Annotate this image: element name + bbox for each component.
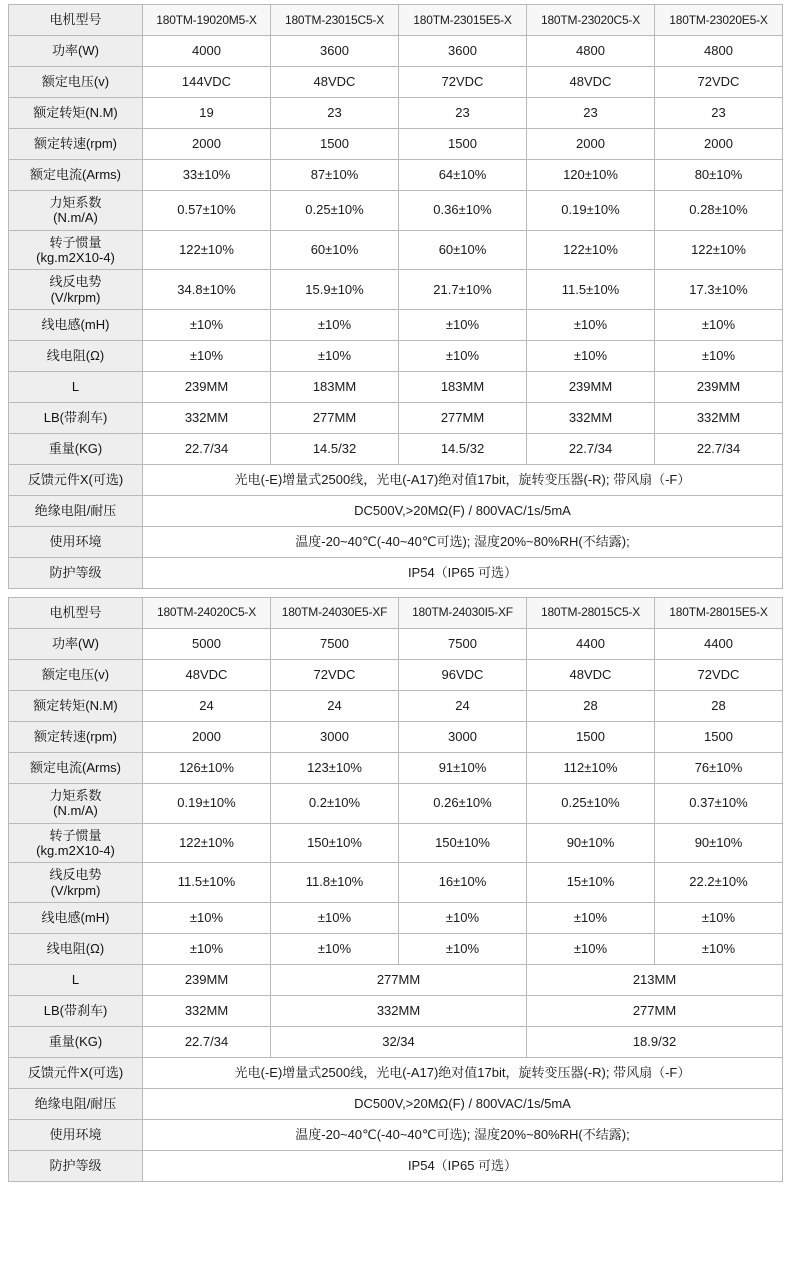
table-cell: 277MM — [527, 995, 783, 1026]
table-row — [9, 129, 783, 160]
row-label-line2: (V/krpm) — [50, 289, 101, 305]
row-label: 绝缘电阻/耐压 — [9, 1088, 143, 1119]
table-cell: 332MM — [527, 402, 655, 433]
table-cell: 15.9±10% — [271, 270, 399, 310]
table-row — [9, 628, 783, 659]
table-row — [9, 371, 783, 402]
table-cell: ±10% — [271, 309, 399, 340]
row-label: 额定转速(rpm) — [9, 721, 143, 752]
table-cell: 24 — [399, 690, 527, 721]
table-row — [9, 5, 783, 36]
table-row — [9, 36, 783, 67]
table-cell: 1500 — [655, 721, 783, 752]
table-cell: 72VDC — [271, 659, 399, 690]
row-label: L — [9, 371, 143, 402]
table-cell: 48VDC — [143, 659, 271, 690]
table-cell: 72VDC — [399, 67, 527, 98]
table-cell: 22.7/34 — [143, 1026, 271, 1057]
table-cell: 16±10% — [399, 863, 527, 903]
table-cell: 28 — [527, 690, 655, 721]
table-cell: 150±10% — [399, 823, 527, 863]
table-cell: 22.7/34 — [143, 433, 271, 464]
table-cell: 183MM — [271, 371, 399, 402]
table-cell: 4400 — [655, 628, 783, 659]
table-cell: 22.7/34 — [527, 433, 655, 464]
table-cell: 1500 — [271, 129, 399, 160]
table-cell: ±10% — [655, 340, 783, 371]
row-label: L — [9, 964, 143, 995]
table-cell: ±10% — [143, 309, 271, 340]
row-label: LB(带刹车) — [9, 995, 143, 1026]
row-label: 反馈元件X(可选) — [9, 1057, 143, 1088]
table-row — [9, 433, 783, 464]
table-cell: 4800 — [527, 36, 655, 67]
row-label-line1: 线反电势 — [49, 274, 102, 290]
row-label: 重量(KG) — [9, 433, 143, 464]
table-cell: 4400 — [527, 628, 655, 659]
table-cell: 17.3±10% — [655, 270, 783, 310]
row-note: IP54（IP65 可选） — [143, 1150, 783, 1181]
table-cell: 7500 — [399, 628, 527, 659]
table-row — [9, 783, 783, 823]
table-cell: 28 — [655, 690, 783, 721]
row-label: 反馈元件X(可选) — [9, 464, 143, 495]
table-row — [9, 160, 783, 191]
table-row — [9, 1088, 783, 1119]
row-note: 温度-20~40℃(-40~40℃可选); 湿度20%~80%RH(不结露); — [143, 526, 783, 557]
row-note: 光电(-E)增量式2500线，光电(-A17)绝对值17bit，旋转变压器(-R); 带风扇（-F） — [143, 1057, 783, 1088]
table-row — [9, 1150, 783, 1181]
table-cell: 23 — [399, 98, 527, 129]
table-cell: 32/34 — [271, 1026, 527, 1057]
row-label — [9, 783, 143, 823]
table-row — [9, 67, 783, 98]
table-row — [9, 526, 783, 557]
table-cell: 33±10% — [143, 160, 271, 191]
row-note: 光电(-E)增量式2500线，光电(-A17)绝对值17bit，旋转变压器(-R); 带风扇（-F） — [143, 464, 783, 495]
table-row — [9, 340, 783, 371]
row-label: 线电感(mH) — [9, 309, 143, 340]
table-cell: 11.5±10% — [527, 270, 655, 310]
row-label-line2: (V/krpm) — [50, 882, 101, 898]
table-cell: 332MM — [655, 402, 783, 433]
table-cell: 150±10% — [271, 823, 399, 863]
table-cell: 3000 — [399, 721, 527, 752]
table-row — [9, 823, 783, 863]
table-cell: 5000 — [143, 628, 271, 659]
table-cell: 18.9/32 — [527, 1026, 783, 1057]
table-cell: 24 — [143, 690, 271, 721]
row-label: 防护等级 — [9, 1150, 143, 1181]
row-label: 额定转矩(N.M) — [9, 98, 143, 129]
table-cell: ±10% — [527, 309, 655, 340]
motor-model-cell: 180TM-24020C5-X — [143, 597, 271, 628]
table-cell: 277MM — [271, 964, 527, 995]
motor-spec-table — [8, 4, 783, 589]
table-cell: 80±10% — [655, 160, 783, 191]
row-note: 温度-20~40℃(-40~40℃可选); 湿度20%~80%RH(不结露); — [143, 1119, 783, 1150]
table-cell: 122±10% — [143, 823, 271, 863]
row-label: 电机型号 — [9, 5, 143, 36]
table-cell: 239MM — [143, 964, 271, 995]
table-row — [9, 464, 783, 495]
row-label: 额定电流(Arms) — [9, 160, 143, 191]
table-row — [9, 597, 783, 628]
table-cell: 126±10% — [143, 752, 271, 783]
table-cell: ±10% — [143, 933, 271, 964]
table-cell: 60±10% — [399, 230, 527, 270]
table-cell: 34.8±10% — [143, 270, 271, 310]
table-cell: 19 — [143, 98, 271, 129]
table-cell: ±10% — [527, 933, 655, 964]
table-row — [9, 191, 783, 231]
table-row — [9, 1057, 783, 1088]
row-label: 额定电压(v) — [9, 67, 143, 98]
table-cell: 14.5/32 — [271, 433, 399, 464]
row-label: 使用环境 — [9, 526, 143, 557]
table-row — [9, 557, 783, 588]
row-label-line2: (kg.m2X10-4) — [36, 249, 115, 265]
table-cell: 0.25±10% — [527, 783, 655, 823]
table-row — [9, 995, 783, 1026]
table-cell: 60±10% — [271, 230, 399, 270]
table-cell: 76±10% — [655, 752, 783, 783]
table-cell: 277MM — [271, 402, 399, 433]
table-cell: 0.19±10% — [527, 191, 655, 231]
table-cell: 11.8±10% — [271, 863, 399, 903]
table-cell: 3600 — [399, 36, 527, 67]
table-cell: 22.2±10% — [655, 863, 783, 903]
table-cell: 122±10% — [527, 230, 655, 270]
table-cell: 23 — [655, 98, 783, 129]
table-row — [9, 270, 783, 310]
table-cell: 3600 — [271, 36, 399, 67]
table-cell: 0.57±10% — [143, 191, 271, 231]
table-cell: ±10% — [271, 933, 399, 964]
table-cell: 183MM — [399, 371, 527, 402]
table-cell: ±10% — [399, 933, 527, 964]
table-cell: 3000 — [271, 721, 399, 752]
table-cell: 96VDC — [399, 659, 527, 690]
table-row — [9, 495, 783, 526]
table-row — [9, 690, 783, 721]
table-cell: 2000 — [655, 129, 783, 160]
row-label: 线电阻(Ω) — [9, 340, 143, 371]
row-label-line2: (N.m/A) — [53, 210, 98, 226]
table-cell: 277MM — [399, 402, 527, 433]
table-row — [9, 402, 783, 433]
table-cell: 64±10% — [399, 160, 527, 191]
row-label: 功率(W) — [9, 628, 143, 659]
table-cell: 2000 — [143, 721, 271, 752]
table-cell: 239MM — [527, 371, 655, 402]
row-label: 额定电压(v) — [9, 659, 143, 690]
row-label — [9, 823, 143, 863]
motor-model-cell: 180TM-24030I5-XF — [399, 597, 527, 628]
table-cell: 122±10% — [143, 230, 271, 270]
row-label-line1: 力矩系数 — [49, 195, 102, 210]
row-label-line1: 转子惯量 — [49, 827, 102, 843]
motor-model-cell: 180TM-23020C5-X — [527, 5, 655, 36]
row-note: DC500V,>20MΩ(F) / 800VAC/1s/5mA — [143, 1088, 783, 1119]
table-row — [9, 863, 783, 903]
table-cell: ±10% — [655, 933, 783, 964]
row-note: DC500V,>20MΩ(F) / 800VAC/1s/5mA — [143, 495, 783, 526]
table-cell: 120±10% — [527, 160, 655, 191]
table-cell: 24 — [271, 690, 399, 721]
table-row — [9, 752, 783, 783]
motor-model-cell: 180TM-19020M5-X — [143, 5, 271, 36]
row-label — [9, 191, 143, 231]
table-cell: 332MM — [143, 995, 271, 1026]
table-cell: 15±10% — [527, 863, 655, 903]
table-row — [9, 933, 783, 964]
row-label-line1: 线反电势 — [49, 867, 102, 883]
motor-model-cell: 180TM-23015E5-X — [399, 5, 527, 36]
row-label: 额定电流(Arms) — [9, 752, 143, 783]
table-cell: 48VDC — [527, 659, 655, 690]
table-cell: ±10% — [527, 902, 655, 933]
motor-spec-table — [8, 597, 783, 1182]
motor-model-cell: 180TM-28015C5-X — [527, 597, 655, 628]
table-cell: 14.5/32 — [399, 433, 527, 464]
table-cell: 87±10% — [271, 160, 399, 191]
motor-model-cell: 180TM-28015E5-X — [655, 597, 783, 628]
table-cell: 90±10% — [655, 823, 783, 863]
table-cell: 23 — [527, 98, 655, 129]
table-cell: 213MM — [527, 964, 783, 995]
table-row — [9, 1026, 783, 1057]
row-note: IP54（IP65 可选） — [143, 557, 783, 588]
table-cell: 72VDC — [655, 659, 783, 690]
table-cell: 0.25±10% — [271, 191, 399, 231]
table-row — [9, 230, 783, 270]
table-cell: 48VDC — [527, 67, 655, 98]
table-cell: 122±10% — [655, 230, 783, 270]
row-label: 额定转速(rpm) — [9, 129, 143, 160]
motor-model-cell: 180TM-24030E5-XF — [271, 597, 399, 628]
table-cell: ±10% — [399, 309, 527, 340]
table-row — [9, 659, 783, 690]
table-cell: ±10% — [655, 309, 783, 340]
row-label: 绝缘电阻/耐压 — [9, 495, 143, 526]
table-row — [9, 1119, 783, 1150]
table-cell: 0.28±10% — [655, 191, 783, 231]
row-label: 线电阻(Ω) — [9, 933, 143, 964]
table-cell: 239MM — [143, 371, 271, 402]
row-label: 线电感(mH) — [9, 902, 143, 933]
row-label: LB(带刹车) — [9, 402, 143, 433]
row-label: 电机型号 — [9, 597, 143, 628]
table-cell: 332MM — [271, 995, 527, 1026]
row-label-line1: 转子惯量 — [49, 234, 102, 250]
row-label: 功率(W) — [9, 36, 143, 67]
table-cell: 2000 — [527, 129, 655, 160]
table-cell: ±10% — [271, 340, 399, 371]
table-cell: 4800 — [655, 36, 783, 67]
table-cell: 0.26±10% — [399, 783, 527, 823]
row-label: 重量(KG) — [9, 1026, 143, 1057]
motor-model-cell: 180TM-23020E5-X — [655, 5, 783, 36]
table-cell: 0.36±10% — [399, 191, 527, 231]
row-label-line2: (N.m/A) — [53, 803, 98, 819]
table-row — [9, 309, 783, 340]
row-label: 使用环境 — [9, 1119, 143, 1150]
table-cell: 0.37±10% — [655, 783, 783, 823]
table-cell: ±10% — [655, 902, 783, 933]
table-cell: 22.7/34 — [655, 433, 783, 464]
table-cell: 332MM — [143, 402, 271, 433]
table-cell: 1500 — [527, 721, 655, 752]
table-cell: 4000 — [143, 36, 271, 67]
table-cell: 11.5±10% — [143, 863, 271, 903]
table-cell: 1500 — [399, 129, 527, 160]
table-cell: 0.2±10% — [271, 783, 399, 823]
row-label-line2: (kg.m2X10-4) — [36, 842, 115, 858]
row-label — [9, 230, 143, 270]
table-cell: ±10% — [527, 340, 655, 371]
table-cell: 7500 — [271, 628, 399, 659]
motor-model-cell: 180TM-23015C5-X — [271, 5, 399, 36]
table-cell: ±10% — [399, 340, 527, 371]
table-cell: 0.19±10% — [143, 783, 271, 823]
table-cell: ±10% — [143, 902, 271, 933]
row-label — [9, 270, 143, 310]
table-cell: 48VDC — [271, 67, 399, 98]
table-row — [9, 721, 783, 752]
table-cell: 144VDC — [143, 67, 271, 98]
table-cell: 239MM — [655, 371, 783, 402]
table-row — [9, 98, 783, 129]
row-label — [9, 863, 143, 903]
table-row — [9, 902, 783, 933]
table-cell: 72VDC — [655, 67, 783, 98]
table-cell: 21.7±10% — [399, 270, 527, 310]
table-cell: ±10% — [399, 902, 527, 933]
row-label-line1: 力矩系数 — [49, 787, 102, 803]
table-cell: 90±10% — [527, 823, 655, 863]
table-cell: 2000 — [143, 129, 271, 160]
row-label: 额定转矩(N.M) — [9, 690, 143, 721]
table-cell: ±10% — [143, 340, 271, 371]
table-row — [9, 964, 783, 995]
table-cell: ±10% — [271, 902, 399, 933]
table-cell: 23 — [271, 98, 399, 129]
table-cell: 91±10% — [399, 752, 527, 783]
table-cell: 123±10% — [271, 752, 399, 783]
row-label: 防护等级 — [9, 557, 143, 588]
table-cell: 112±10% — [527, 752, 655, 783]
